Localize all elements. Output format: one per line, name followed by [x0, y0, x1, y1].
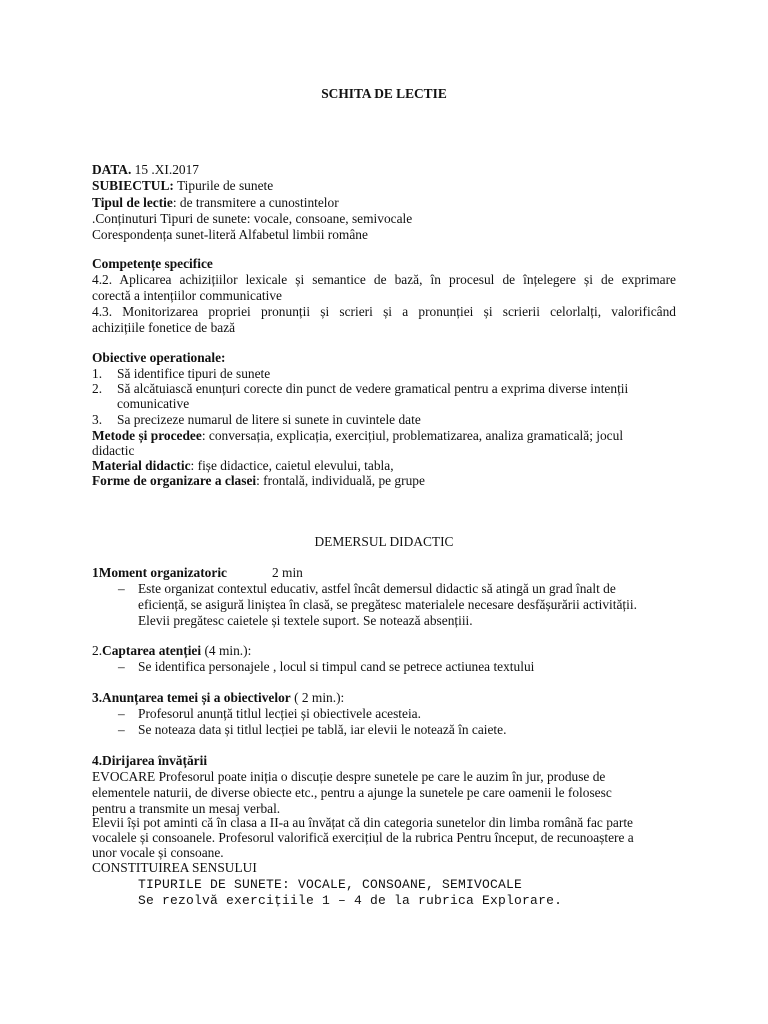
- obiectiv-1-text: Să identifice tipuri de sunete: [117, 366, 271, 381]
- anuntarea-text-2: Se noteaza data și titlul lecției pe tablă, iar elevii le notează în caiete.: [138, 722, 507, 737]
- material-line: [92, 458, 394, 474]
- material-label: Material didactic: [92, 458, 191, 473]
- tip-value: : de transmitere a cunostintelor: [172, 195, 339, 210]
- anuntarea-dash-2: –: [118, 722, 125, 737]
- evocare-line2: elementele naturii, de diverse obiecte etc., pentru a ajunge la sunetele pe care oamenii le folosesc: [92, 785, 612, 800]
- moment-time: 2 min: [272, 565, 303, 580]
- corespondenta-line: Corespondența sunet-literă Alfabetul limbii române: [92, 227, 368, 242]
- continuturi-line: .Conținuturi Tipuri de sunete: vocale, consoane, semivocale: [92, 211, 413, 226]
- anuntarea-time: ( 2 min.):: [290, 690, 345, 705]
- metode-label: Metode și procedee: [92, 428, 202, 443]
- forme-value: : frontală, individuală, pe grupe: [256, 473, 425, 488]
- exercitii-line: Se rezolvă exercițiile 1 – 4 de la rubrica Explorare.: [138, 893, 563, 908]
- obiectiv-2-text-line2: comunicative: [117, 396, 190, 411]
- captarea-dash: –: [118, 659, 125, 674]
- obiectiv-3-text: Sa precizeze numarul de litere si sunete in cuvintele date: [117, 412, 421, 427]
- moment-dash: –: [118, 581, 125, 596]
- captarea-time: (4 min.):: [201, 643, 252, 658]
- dirijarea-heading: 4.Dirijarea învățării: [92, 753, 208, 768]
- captarea-prefix: 2.: [92, 643, 103, 658]
- anuntarea-dash-1: –: [118, 706, 125, 721]
- evocare-line1: EVOCARE Profesorul poate iniția o discuție despre sunetele pe care le auzim în jur, produse de: [92, 769, 606, 784]
- competenta-4-2-line2: corectă a intențiilor communicative: [92, 288, 282, 303]
- anuntarea-text-1: Profesorul anunță titlul lecției și obiectivele acesteia.: [138, 706, 421, 721]
- captarea-heading: Captarea atenției: [102, 643, 202, 658]
- competente-heading: Competențe specifice: [92, 256, 213, 271]
- obiectiv-3-number: 3.: [92, 412, 103, 427]
- metode-value: : conversația, explicația, exercițiul, problematizarea, analiza gramaticală; jocul: [201, 428, 624, 443]
- competenta-4-3-line2: achizițiile fonetice de bază: [92, 320, 236, 335]
- competenta-4-3-line1: 4.3. Monitorizarea propriei pronunții și scrieri și a pronunției și scrierii celorlalți, valorificând: [92, 304, 676, 319]
- demers-title: DEMERSUL DIDACTIC: [314, 534, 454, 549]
- subiect-line: [92, 178, 273, 194]
- obiectiv-2-number: 2.: [92, 381, 103, 396]
- competenta-4-2-line1: 4.2. Aplicarea achizițiilor lexicale și semantice de bază, în procesul de înțelegere și de exprimare: [92, 272, 676, 287]
- anuntarea-heading: 3.Anunțarea temei și a obiectivelor: [92, 690, 291, 705]
- captarea-text: Se identifica personajele , locul si timpul cand se petrece actiunea textului: [138, 659, 535, 674]
- data-line: [92, 162, 199, 178]
- page-title: SCHITA DE LECTIE: [321, 86, 447, 101]
- constituirea-heading: CONSTITUIREA SENSULUI: [92, 860, 257, 875]
- captarea-heading-line: [92, 643, 251, 659]
- moment-text-line2: eficiență, se asigură liniștea în clasă, se pregătesc materialele necesare desfășurării activității.: [138, 597, 637, 612]
- tipurile-heading: TIPURILE DE SUNETE: VOCALE, CONSOANE, SEMIVOCALE: [138, 877, 523, 892]
- forme-line: [92, 473, 425, 489]
- moment-text-line1: Este organizat contextul educativ, astfel încât demersul didactic să atingă un grad înalt de: [138, 581, 616, 596]
- tip-label: Tipul de lectie: [92, 195, 173, 210]
- moment-heading: 1Moment organizatoric: [92, 565, 227, 580]
- forme-label: Forme de organizare a clasei: [92, 473, 257, 488]
- obiectiv-1-number: 1.: [92, 366, 103, 381]
- elevii-line3: unor vocale și consoane.: [92, 845, 224, 860]
- data-label: DATA.: [92, 162, 132, 177]
- anuntarea-heading-line: [92, 690, 344, 706]
- elevii-line1: Elevii își pot aminti că în clasa a II-a au învățat că din categoria sunetelor din limba română fac parte: [92, 815, 633, 830]
- metode-line2: didactic: [92, 443, 135, 458]
- obiective-heading: Obiective operationale:: [92, 350, 226, 365]
- metode-line1: [92, 428, 623, 444]
- data-value: 15 .XI.2017: [131, 162, 200, 177]
- tip-lectie-line: [92, 195, 339, 211]
- subiect-value: Tipurile de sunete: [173, 178, 274, 193]
- obiectiv-2-text-line1: Să alcătuiască enunțuri corecte din punct de vedere gramatical pentru a exprima diverse intenții: [117, 381, 629, 396]
- material-value: : fișe didactice, caietul elevului, tabla,: [190, 458, 394, 473]
- moment-text-line3: Elevii pregătesc caietele și textele suport. Se notează absențiii.: [138, 613, 473, 628]
- elevii-line2: vocalele și consoanele. Profesorul valorifică exercițiul de la rubrica Pentru început, de recunoaștere a: [92, 830, 634, 845]
- subiect-label: SUBIECTUL:: [92, 178, 174, 193]
- evocare-line3: pentru a transmite un mesaj verbal.: [92, 801, 281, 816]
